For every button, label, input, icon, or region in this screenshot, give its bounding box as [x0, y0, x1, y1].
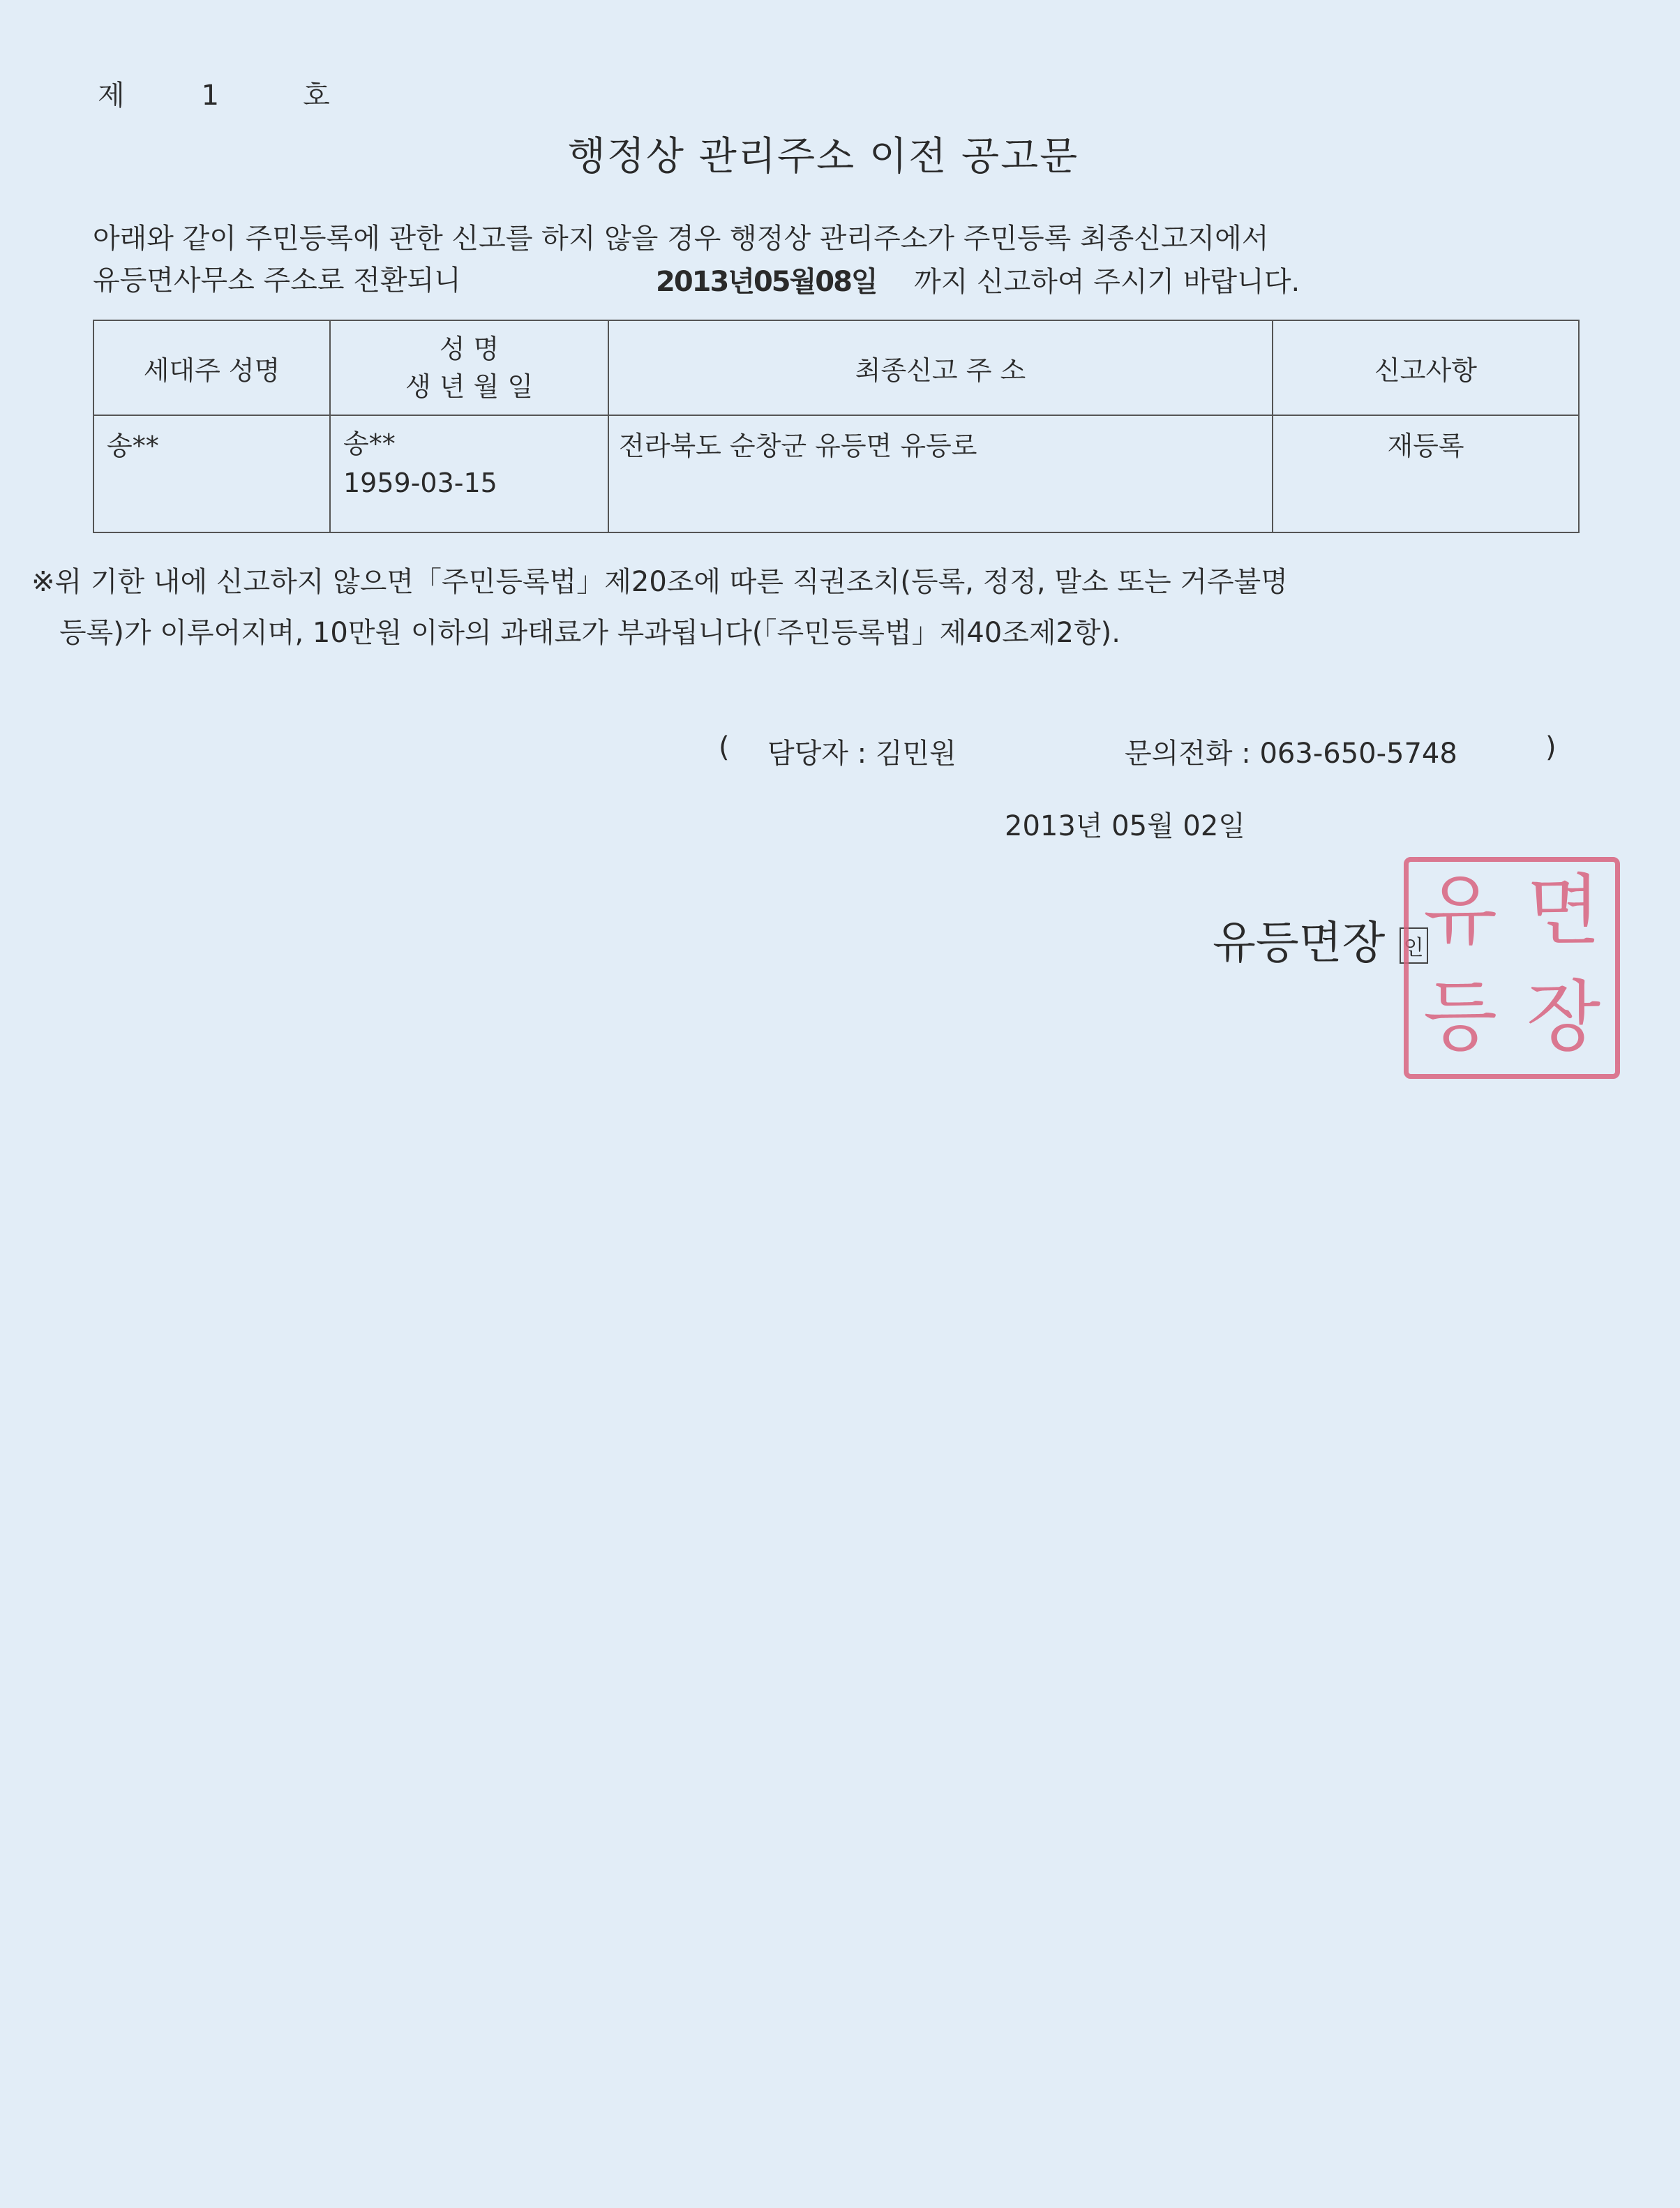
cell-householder: 송**	[93, 415, 330, 532]
seal-char: 등	[1423, 972, 1498, 1061]
header-householder: 세대주 성명	[93, 320, 330, 415]
intro-line2: 유등면사무소 주소로 전환되니	[93, 264, 461, 297]
contact-person: 담당자 : 김민원	[767, 738, 957, 770]
doc-number	[98, 73, 330, 113]
notice-line1: ※위 기한 내에 신고하지 않으면「주민등록법」제20조에 따른 직권조치(등록, 정정, 말소 또는 거주불명	[31, 566, 1288, 598]
seal-mark: 인	[1400, 927, 1428, 964]
deadline-date: 2013년05월08일	[656, 266, 877, 298]
header-address: 최종신고 주 소	[608, 320, 1273, 415]
seal-char: 유	[1423, 866, 1498, 955]
table-row	[93, 415, 1579, 532]
header-report: 신고사항	[1273, 320, 1579, 415]
issuer-label: 유등면장	[1213, 918, 1386, 969]
header-name-birth	[330, 320, 608, 415]
report-table	[93, 320, 1580, 533]
doc-number-suffix: 호	[303, 80, 330, 112]
doc-number-prefix: 제	[98, 80, 125, 112]
issue-date: 2013년 05월 02일	[1005, 810, 1245, 842]
intro-line1: 아래와 같이 주민등록에 관한 신고를 하지 않을 경우 행정상 관리주소가 주민등록 최종신고지에서	[93, 223, 1269, 255]
cell-name: 송**	[343, 428, 396, 459]
contact-phone: 문의전화 : 063-650-5748	[1125, 738, 1457, 770]
cell-address: 전라북도 순창군 유등면 유등로	[608, 415, 1273, 532]
page-title: 행정상 관리주소 이전 공고문	[567, 134, 1079, 179]
intro-line2-end: 까지 신고하여 주시기 바랍니다.	[914, 266, 1300, 298]
table-header	[93, 320, 1579, 415]
cell-name-birth	[330, 415, 608, 532]
doc-number-value: 1	[201, 80, 220, 112]
notice-line2: 등록)가 이루어지며, 10만원 이하의 과태료가 부과됩니다(「주민등록법」제40조제2항).	[59, 617, 1120, 649]
header-name: 성 명	[439, 334, 500, 364]
issuer-name	[1213, 907, 1428, 971]
header-birth: 생 년 월 일	[405, 371, 534, 402]
official-seal	[1404, 857, 1620, 1079]
cell-birth: 1959-03-15	[343, 468, 497, 498]
seal-char: 장	[1526, 972, 1601, 1061]
contact-close: )	[1545, 731, 1557, 763]
contact-open: (	[719, 731, 730, 763]
seal-char: 면	[1526, 866, 1601, 955]
cell-report: 재등록	[1273, 415, 1579, 532]
